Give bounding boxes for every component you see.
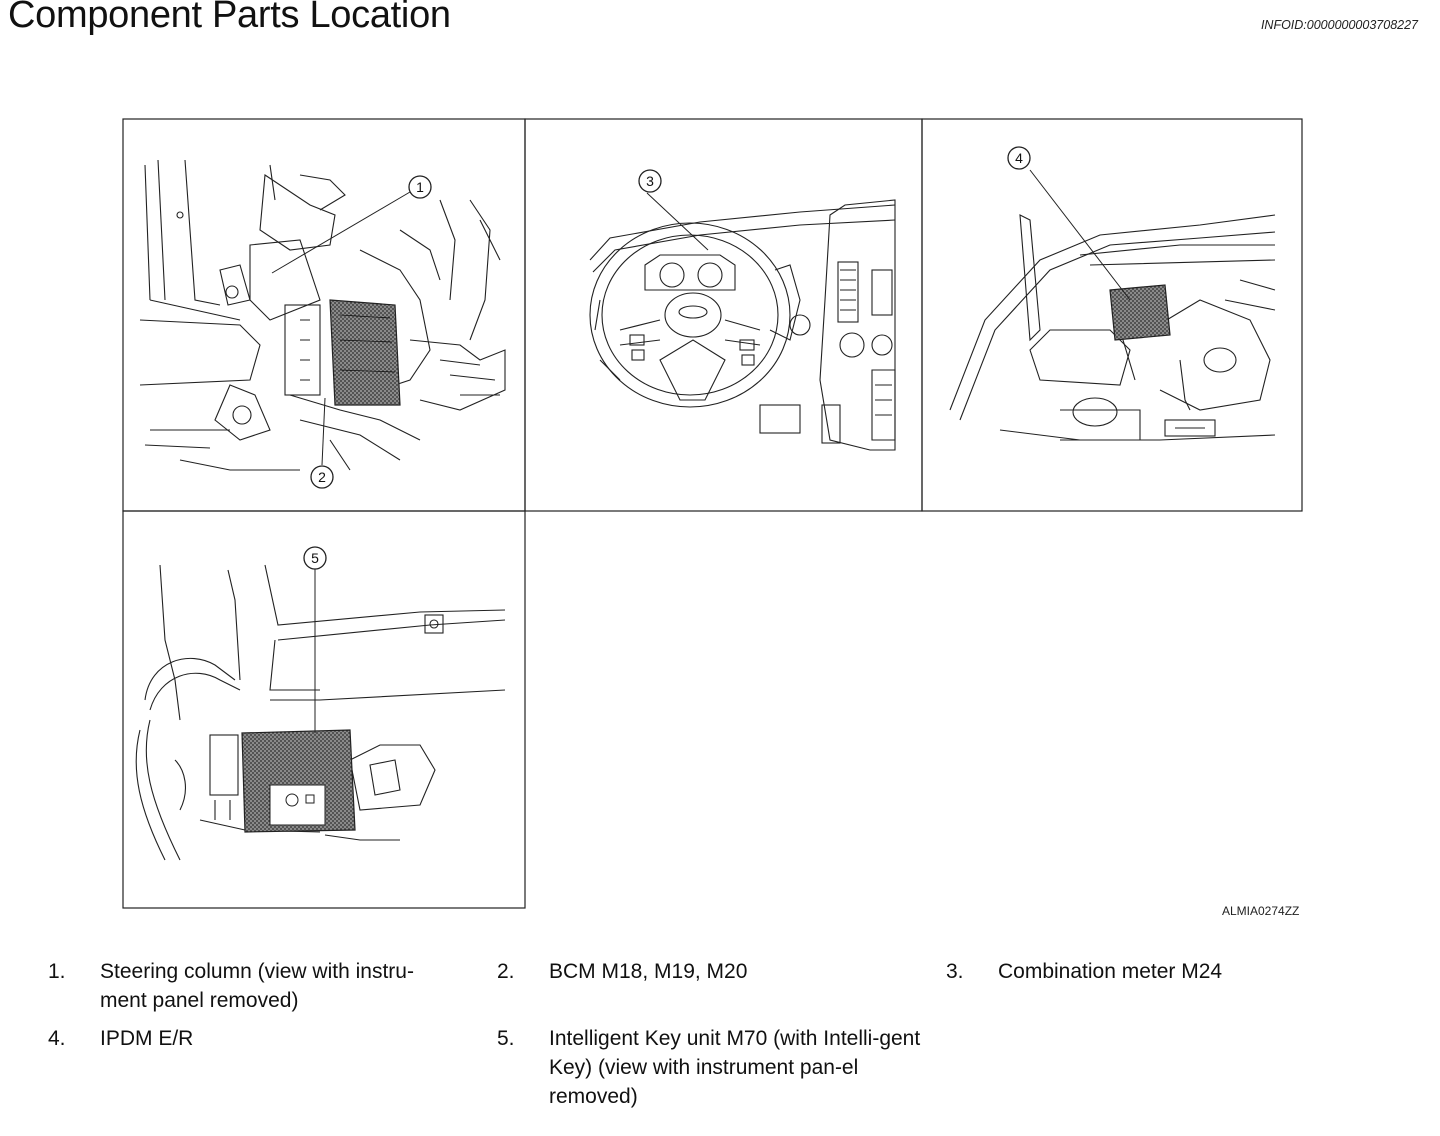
legend-number: 3. xyxy=(946,960,964,983)
panel-intelligent-key xyxy=(123,511,525,908)
panel-steering-bcm xyxy=(123,119,525,511)
bcm-unit xyxy=(330,300,400,405)
callout-5-label: 5 xyxy=(311,550,319,566)
legend-text: Combination meter M24 xyxy=(998,960,1223,983)
legend-item-5 xyxy=(497,1024,934,1111)
legend-number: 4. xyxy=(48,1027,66,1050)
legend-text: Intelligent Key unit M70 (with Intelli-gent Key) (view with instrument pan-el removed) xyxy=(549,1027,921,1108)
page-title: Component Parts Location xyxy=(8,0,451,36)
engine-bay-illustration xyxy=(950,215,1275,440)
legend-number: 2. xyxy=(497,960,515,983)
legend-item-4 xyxy=(48,1024,460,1053)
legend-item-3 xyxy=(946,957,1358,986)
panel-combination-meter xyxy=(525,119,922,511)
callout-3-label: 3 xyxy=(646,173,654,189)
legend-text: BCM M18, M19, M20 xyxy=(549,960,748,983)
figure-code: ALMIA0274ZZ xyxy=(1222,904,1300,918)
callout-4-label: 4 xyxy=(1015,150,1023,166)
steering-column-illustration xyxy=(140,160,505,470)
callout-1-label: 1 xyxy=(416,179,424,195)
legend-item-2 xyxy=(497,957,909,986)
legend-text: Steering column (view with instru-ment panel removed) xyxy=(100,960,414,1012)
ipdm-unit xyxy=(1110,285,1170,340)
info-id: INFOID:0000000003708227 xyxy=(1260,18,1418,32)
legend-number: 5. xyxy=(497,1027,515,1050)
legend-item-1 xyxy=(48,957,460,1015)
legend-text: IPDM E/R xyxy=(100,1027,194,1050)
callout-2-label: 2 xyxy=(318,469,326,485)
legend-number: 1. xyxy=(48,960,66,983)
steering-wheel-illustration xyxy=(590,200,895,450)
